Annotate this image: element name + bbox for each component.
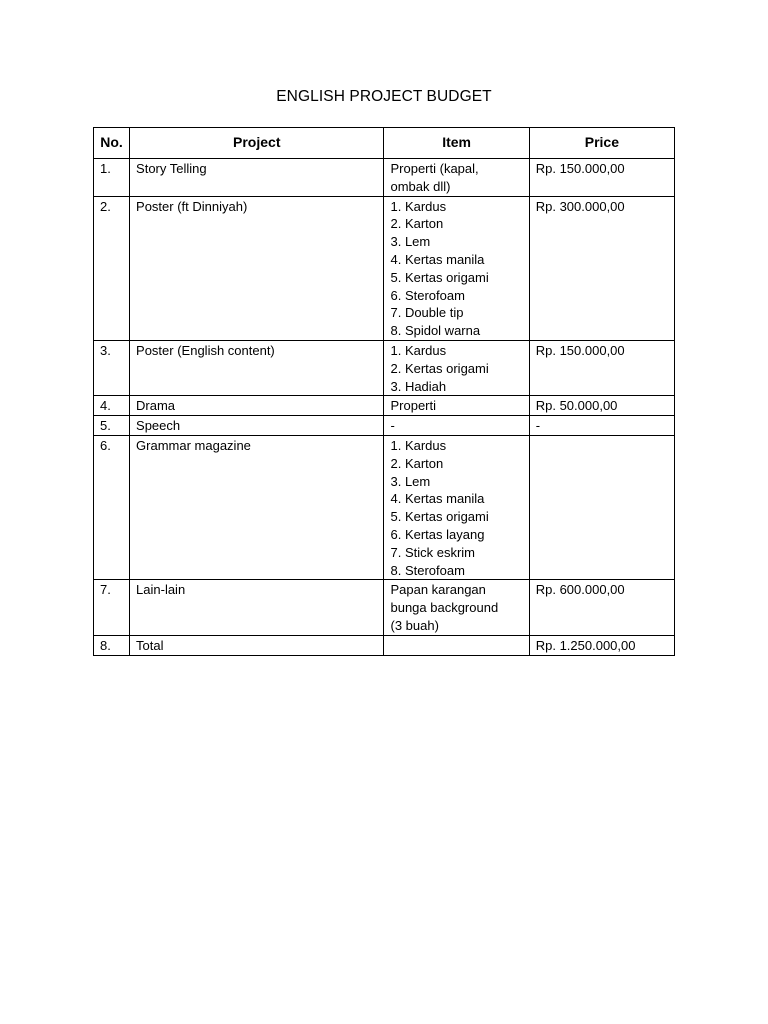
cell-project: Grammar magazine: [130, 435, 384, 579]
cell-project: Poster (ft Dinniyah): [130, 196, 384, 340]
item-text-line: Properti: [390, 398, 437, 414]
cell-item: [384, 196, 529, 340]
cell-no: 8.: [94, 635, 130, 655]
cell-no: 4.: [94, 396, 130, 416]
list-item: 3. Lem: [390, 234, 431, 250]
table-row: [94, 435, 675, 579]
list-item: 7. Stick eskrim: [390, 544, 475, 560]
page-title: ENGLISH PROJECT BUDGET: [276, 88, 492, 105]
cell-price: [529, 435, 674, 579]
cell-no: 3.: [94, 340, 130, 395]
cell-price: Rp. 300.000,00: [529, 196, 674, 340]
cell-price: Rp. 50.000,00: [529, 396, 674, 416]
list-item: 2. Karton: [390, 216, 444, 232]
cell-item: [384, 435, 529, 579]
cell-project: Story Telling: [130, 159, 384, 197]
item-list: [390, 198, 522, 340]
table-body: [94, 159, 675, 656]
item-text-line: Papan karangan: [390, 582, 486, 598]
list-item: 4. Kertas manila: [390, 251, 485, 267]
cell-project: Total: [130, 635, 384, 655]
table-row: [94, 159, 675, 197]
table-row: [94, 580, 675, 635]
list-item: 5. Kertas origami: [390, 269, 489, 285]
cell-no: 6.: [94, 435, 130, 579]
cell-project: Lain-lain: [130, 580, 384, 635]
cell-no: 5.: [94, 416, 130, 436]
cell-no: 7.: [94, 580, 130, 635]
header-no: No.: [94, 128, 130, 159]
cell-project: Drama: [130, 396, 384, 416]
item-text-line: [390, 637, 522, 655]
table-row: [94, 416, 675, 436]
cell-item: [384, 580, 529, 635]
header-project: Project: [130, 128, 384, 159]
item-text-line: bunga background: [390, 600, 499, 616]
cell-project: Speech: [130, 416, 384, 436]
list-item: 7. Double tip: [390, 305, 464, 321]
list-item: 6. Kertas layang: [390, 526, 485, 542]
item-list: [390, 437, 522, 579]
list-item: 2. Kertas origami: [390, 360, 489, 376]
table-header-row: [94, 128, 675, 159]
list-item: 5. Kertas origami: [390, 509, 489, 525]
list-item: 6. Sterofoam: [390, 287, 465, 303]
cell-item: [384, 340, 529, 395]
cell-item: [384, 159, 529, 197]
cell-item: [384, 635, 529, 655]
list-item: 8. Spidol warna: [390, 323, 481, 339]
cell-price: Rp. 1.250.000,00: [529, 635, 674, 655]
item-text-line: ombak dll): [390, 178, 451, 194]
cell-item: [384, 416, 529, 436]
list-item: 8. Sterofoam: [390, 562, 465, 578]
list-item: 2. Karton: [390, 455, 444, 471]
item-list: [390, 342, 522, 395]
cell-no: 2.: [94, 196, 130, 340]
cell-price: Rp. 150.000,00: [529, 340, 674, 395]
cell-project: Poster (English content): [130, 340, 384, 395]
list-item: 3. Hadiah: [390, 378, 447, 394]
header-item: Item: [384, 128, 529, 159]
table-row: [94, 196, 675, 340]
table-row: [94, 396, 675, 416]
list-item: 4. Kertas manila: [390, 491, 485, 507]
item-text-line: (3 buah): [390, 617, 439, 633]
list-item: 1. Kardus: [390, 198, 447, 214]
table-row: [94, 340, 675, 395]
list-item: 1. Kardus: [390, 437, 447, 453]
table-row: [94, 635, 675, 655]
budget-table: [93, 127, 675, 656]
header-price: Price: [529, 128, 674, 159]
list-item: 1. Kardus: [390, 342, 447, 358]
cell-no: 1.: [94, 159, 130, 197]
item-text-line: -: [390, 418, 395, 434]
list-item: 3. Lem: [390, 473, 431, 489]
item-text-line: Properti (kapal,: [390, 161, 479, 176]
cell-price: Rp. 600.000,00: [529, 580, 674, 635]
cell-price: Rp. 150.000,00: [529, 159, 674, 197]
cell-item: [384, 396, 529, 416]
cell-price: -: [529, 416, 674, 436]
